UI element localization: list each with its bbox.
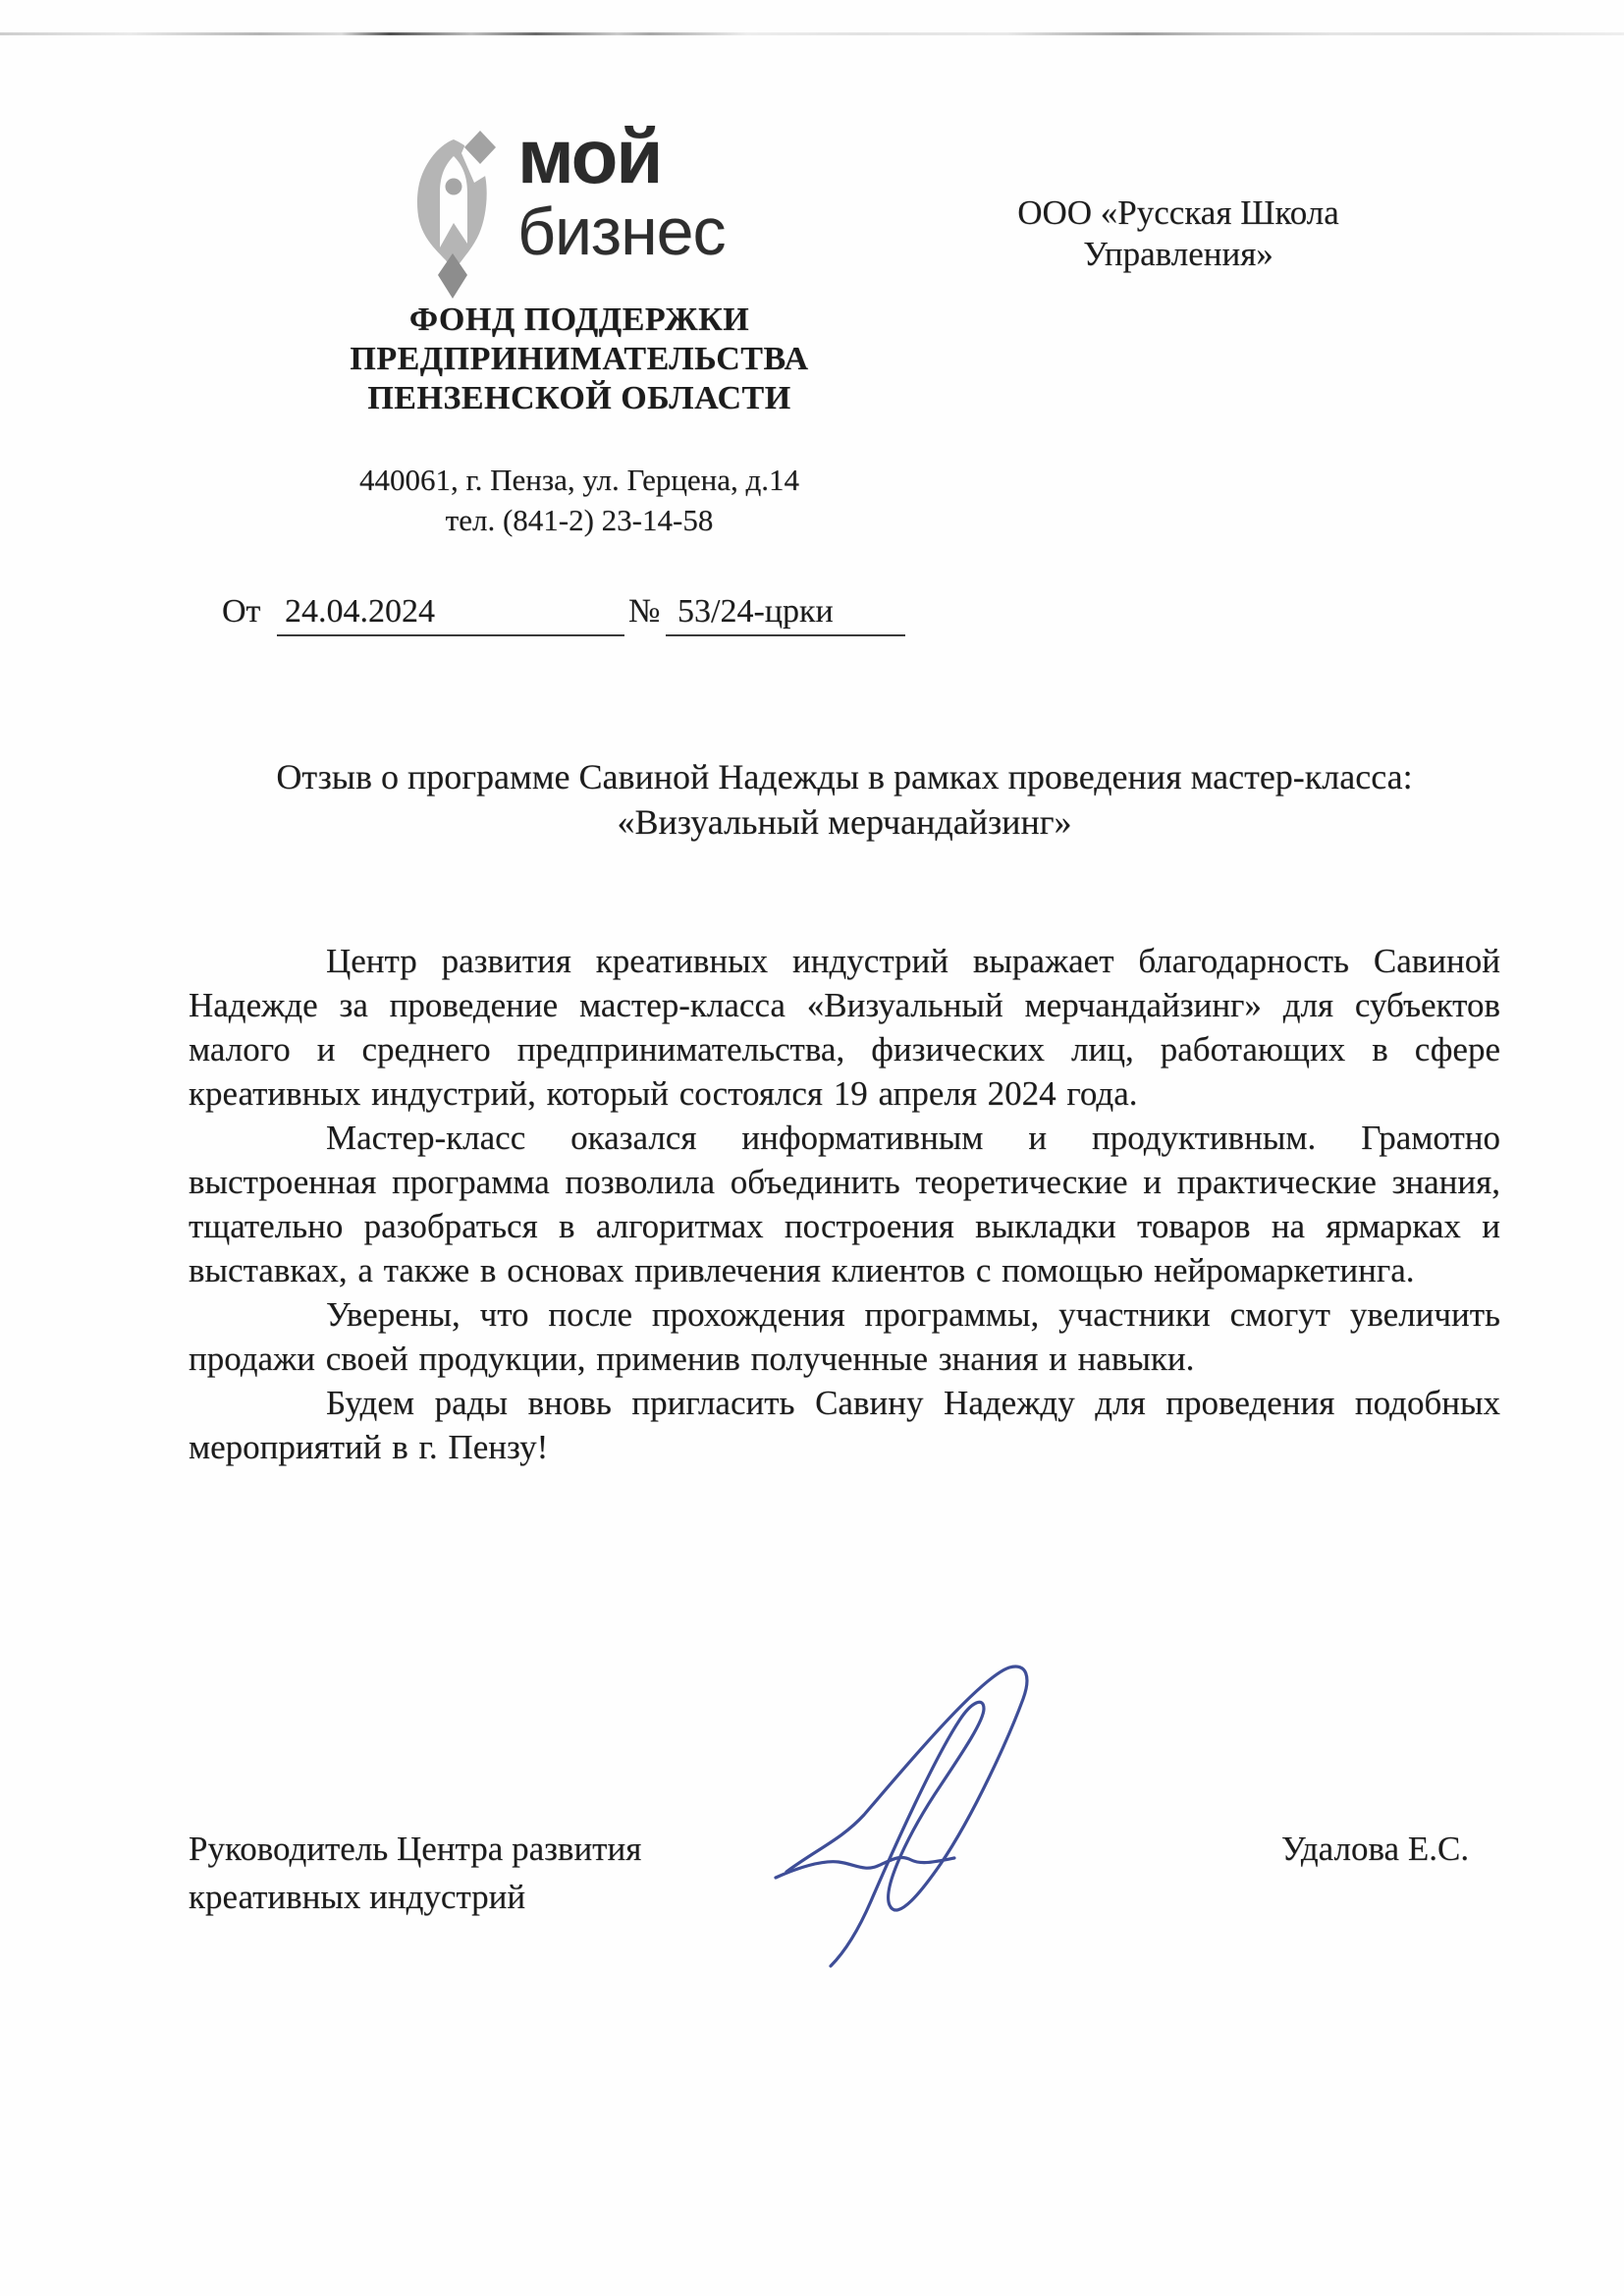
recipient-block [962, 192, 1394, 275]
rocket-pin-icon [415, 126, 506, 301]
body-paragraph: Центр развития креативных индустрий выражает благодарность Савиной Надежде за проведение мастер-класса «Визуальный мерчандайзинг» для субъектов малого и среднего предпринимательства, физических лиц, работающих в сфере креативных индустрий, который состоялся 19 апреля 2024 года. [189, 942, 1500, 1113]
logo-text-biznes: бизнес [517, 194, 726, 269]
org-name-line: ПЕНЗЕНСКОЙ ОБЛАСТИ [367, 380, 791, 416]
signer-position-line: креативных индустрий [189, 1878, 526, 1916]
signature-ink [748, 1638, 1043, 1977]
logo-window-dot [446, 179, 462, 195]
letter-from-label: От [222, 593, 261, 629]
org-name [265, 301, 893, 418]
org-name-line: ПРЕДПРИНИМАТЕЛЬСТВА [350, 341, 809, 377]
org-address [265, 460, 893, 540]
recipient-line: ООО «Русская Школа [1017, 193, 1339, 232]
letter-date-field: 24.04.2024 [277, 589, 624, 636]
org-name-line: ФОНД ПОДДЕРЖКИ [408, 301, 750, 338]
letter-number-field: 53/24-црки [666, 589, 905, 636]
letter-body [189, 939, 1500, 1469]
letter-title-line: Отзыв о программе Савиной Надежды в рамках проведения мастер-класса: [276, 757, 1413, 796]
org-address-line: 440061, г. Пенза, ул. Герцена, д.14 [358, 463, 800, 497]
body-paragraph: Будем рады вновь пригласить Савину Надежду для проведения подобных мероприятий в г. Пензу! [189, 1384, 1500, 1466]
letter-number-label: № [628, 593, 661, 629]
body-paragraph: Уверены, что после прохождения программы, участники смогут увеличить продажи своей продукции, применив полученные знания и навыки. [189, 1295, 1500, 1378]
letter-title [189, 754, 1500, 845]
signer-position [189, 1825, 738, 1921]
scan-artifact-line [0, 32, 1624, 35]
signature-main-stroke [786, 1667, 1027, 1966]
signer-name: Удалова Е.С. [1281, 1830, 1470, 1868]
logo-text-moy: мой [517, 113, 662, 199]
logo-diamond-flame [438, 253, 467, 299]
recipient-line: Управления» [1083, 235, 1273, 273]
letter-title-line: «Визуальный мерчандайзинг» [617, 802, 1072, 842]
org-phone-line: тел. (841-2) 23-14-58 [445, 503, 714, 537]
body-paragraph: Мастер-класс оказался информативным и продуктивным. Грамотно выстроенная программа позволила объединить теоретические и практические знания, тщательно разобраться в алгоритмах построения выкладки товаров на ярмарках и выставках, а также в основах привлечения клиентов с помощью нейромаркетинга. [189, 1119, 1500, 1289]
signer-position-line: Руководитель Центра развития [189, 1830, 642, 1868]
